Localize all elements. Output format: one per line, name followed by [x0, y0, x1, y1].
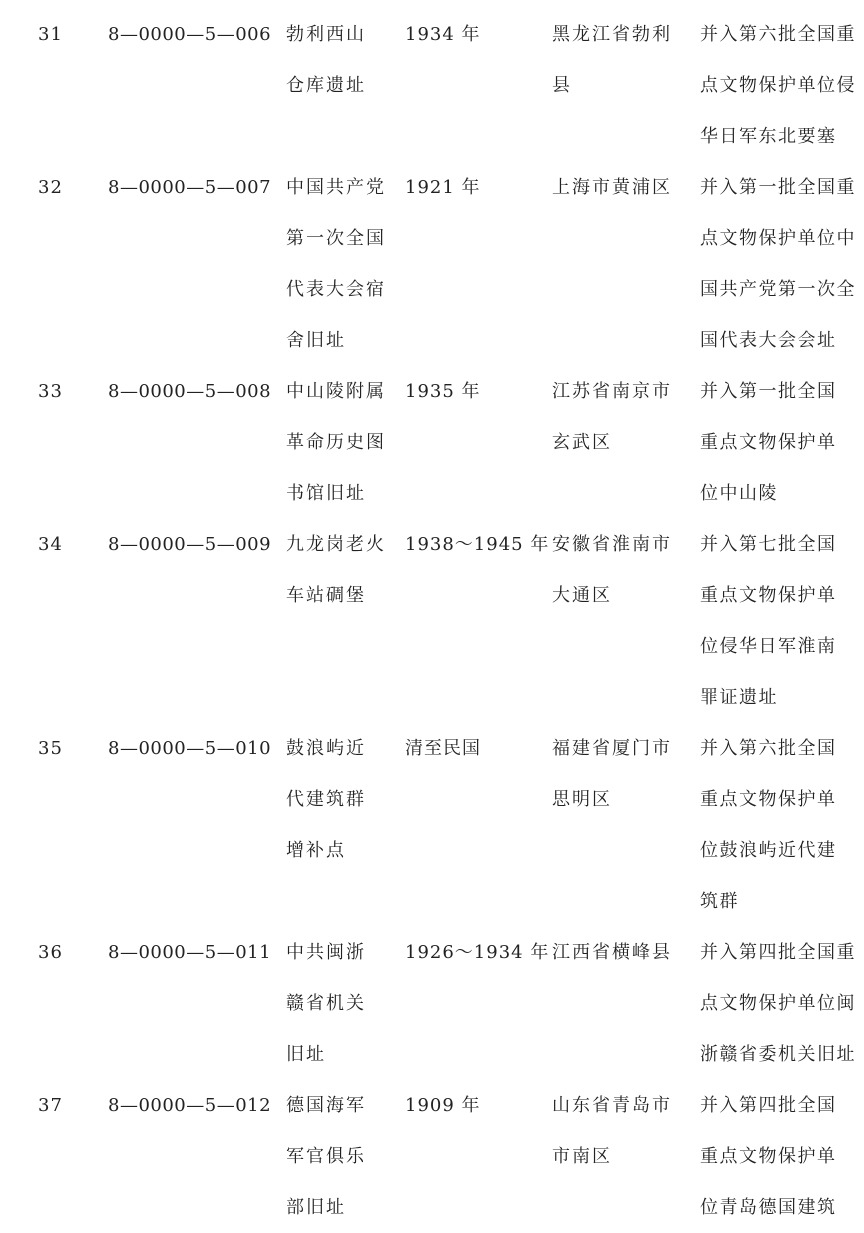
site-code: 8—0000—5—006	[108, 24, 272, 45]
cell-line: 书馆旧址	[286, 483, 366, 504]
cell-line: 鼓浪屿近	[286, 738, 366, 759]
site-era	[405, 519, 550, 570]
cell-line: 思明区	[552, 789, 612, 810]
cell-line: 位青岛德国建筑	[700, 1197, 837, 1218]
site-note	[700, 366, 860, 519]
site-location	[552, 9, 687, 111]
site-code: 8—0000—5—007	[108, 177, 272, 198]
cell-line: 中山陵附属	[286, 381, 386, 402]
cell-line: 中国共产党	[286, 177, 386, 198]
table-row	[0, 519, 864, 723]
site-name	[286, 927, 391, 1080]
cell-line: 代建筑群	[286, 789, 366, 810]
cell-line: 车站碉堡	[286, 585, 366, 606]
row-number: 34	[38, 534, 63, 555]
site-location	[552, 519, 687, 621]
site-era	[405, 723, 535, 774]
cell-line: 勃利西山	[286, 24, 366, 45]
site-era	[405, 366, 535, 417]
row-number: 31	[38, 24, 63, 45]
cell-line: 重点文物保护单	[700, 789, 837, 810]
site-name	[286, 723, 391, 876]
cell-line: 县	[552, 75, 572, 96]
cell-line: 江西省横峰县	[552, 942, 672, 963]
cell-line: 赣省机关	[286, 993, 366, 1014]
cell-line: 山东省青岛市	[552, 1095, 672, 1116]
site-location	[552, 162, 687, 213]
cell-line: 位鼓浪屿近代建	[700, 840, 837, 861]
cell-line: 中共闽浙	[286, 942, 366, 963]
site-era	[405, 1080, 535, 1131]
cell-line: 并入第四批全国	[700, 1095, 837, 1116]
site-name	[286, 366, 391, 519]
table-row	[0, 927, 864, 1080]
table-row	[0, 9, 864, 162]
cell-line: 并入第一批全国	[700, 381, 837, 402]
cell-line: 重点文物保护单	[700, 1146, 837, 1167]
cell-line: 并入第七批全国	[700, 534, 837, 555]
cell-line: 福建省厦门市	[552, 738, 672, 759]
cell-line: 华日军东北要塞	[700, 126, 837, 147]
cell-line: 点文物保护单位中	[700, 228, 856, 249]
row-number: 35	[38, 738, 63, 759]
site-name	[286, 162, 391, 366]
cell-line: 革命历史图	[286, 432, 386, 453]
site-code: 8—0000—5—009	[108, 534, 272, 555]
cell-line: 黑龙江省勃利	[552, 24, 672, 45]
site-code: 8—0000—5—008	[108, 381, 272, 402]
cell-line: 1938～1945 年	[405, 534, 550, 555]
cell-line: 江苏省南京市	[552, 381, 672, 402]
site-location	[552, 927, 687, 978]
site-name	[286, 1080, 391, 1233]
cell-line: 罪证遗址	[700, 687, 778, 708]
site-code: 8—0000—5—011	[108, 942, 272, 963]
cell-line: 1921 年	[405, 177, 481, 198]
site-note	[700, 9, 860, 162]
cell-line: 并入第四批全国重	[700, 942, 856, 963]
site-era	[405, 162, 535, 213]
cell-line: 国代表大会会址	[700, 330, 837, 351]
site-note	[700, 723, 860, 927]
cell-line: 代表大会宿	[286, 279, 386, 300]
cell-line: 国共产党第一次全	[700, 279, 856, 300]
site-name	[286, 519, 391, 621]
cell-line: 重点文物保护单	[700, 585, 837, 606]
cell-line: 部旧址	[286, 1197, 346, 1218]
cell-line: 德国海军	[286, 1095, 366, 1116]
site-name	[286, 9, 391, 111]
cell-line: 安徽省淮南市	[552, 534, 672, 555]
cell-line: 清至民国	[405, 738, 481, 759]
cell-line: 大通区	[552, 585, 612, 606]
cell-line: 九龙岗老火	[286, 534, 386, 555]
cell-line: 上海市黄浦区	[552, 177, 672, 198]
site-code: 8—0000—5—010	[108, 738, 272, 759]
cell-line: 1926～1934 年	[405, 942, 550, 963]
row-number: 33	[38, 381, 63, 402]
cell-line: 并入第一批全国重	[700, 177, 856, 198]
table-row	[0, 723, 864, 927]
cell-line: 旧址	[286, 1044, 326, 1065]
site-code: 8—0000—5—012	[108, 1095, 272, 1116]
cell-line: 1935 年	[405, 381, 481, 402]
table-row	[0, 366, 864, 519]
site-era	[405, 927, 550, 978]
cell-line: 市南区	[552, 1146, 612, 1167]
cell-line: 1934 年	[405, 24, 481, 45]
cell-line: 军官俱乐	[286, 1146, 366, 1167]
table-row	[0, 1080, 864, 1233]
cell-line: 点文物保护单位侵	[700, 75, 856, 96]
site-note	[700, 927, 860, 1080]
cell-line: 位侵华日军淮南	[700, 636, 837, 657]
cell-line: 玄武区	[552, 432, 612, 453]
cell-line: 筑群	[700, 891, 739, 912]
cell-line: 仓库遗址	[286, 75, 366, 96]
site-note	[700, 162, 860, 366]
site-location	[552, 366, 687, 468]
row-number: 32	[38, 177, 63, 198]
cell-line: 第一次全国	[286, 228, 386, 249]
cell-line: 1909 年	[405, 1095, 481, 1116]
table-row	[0, 162, 864, 366]
cell-line: 位中山陵	[700, 483, 778, 504]
site-era	[405, 9, 535, 60]
row-number: 36	[38, 942, 63, 963]
cell-line: 重点文物保护单	[700, 432, 837, 453]
cell-line: 浙赣省委机关旧址	[700, 1044, 856, 1065]
site-note	[700, 1080, 860, 1233]
cell-line: 并入第六批全国重	[700, 24, 856, 45]
cell-line: 点文物保护单位闽	[700, 993, 856, 1014]
site-location	[552, 723, 687, 825]
site-note	[700, 519, 860, 723]
row-number: 37	[38, 1095, 63, 1116]
site-location	[552, 1080, 687, 1182]
cell-line: 增补点	[286, 840, 346, 861]
cell-line: 舍旧址	[286, 330, 346, 351]
cell-line: 并入第六批全国	[700, 738, 837, 759]
